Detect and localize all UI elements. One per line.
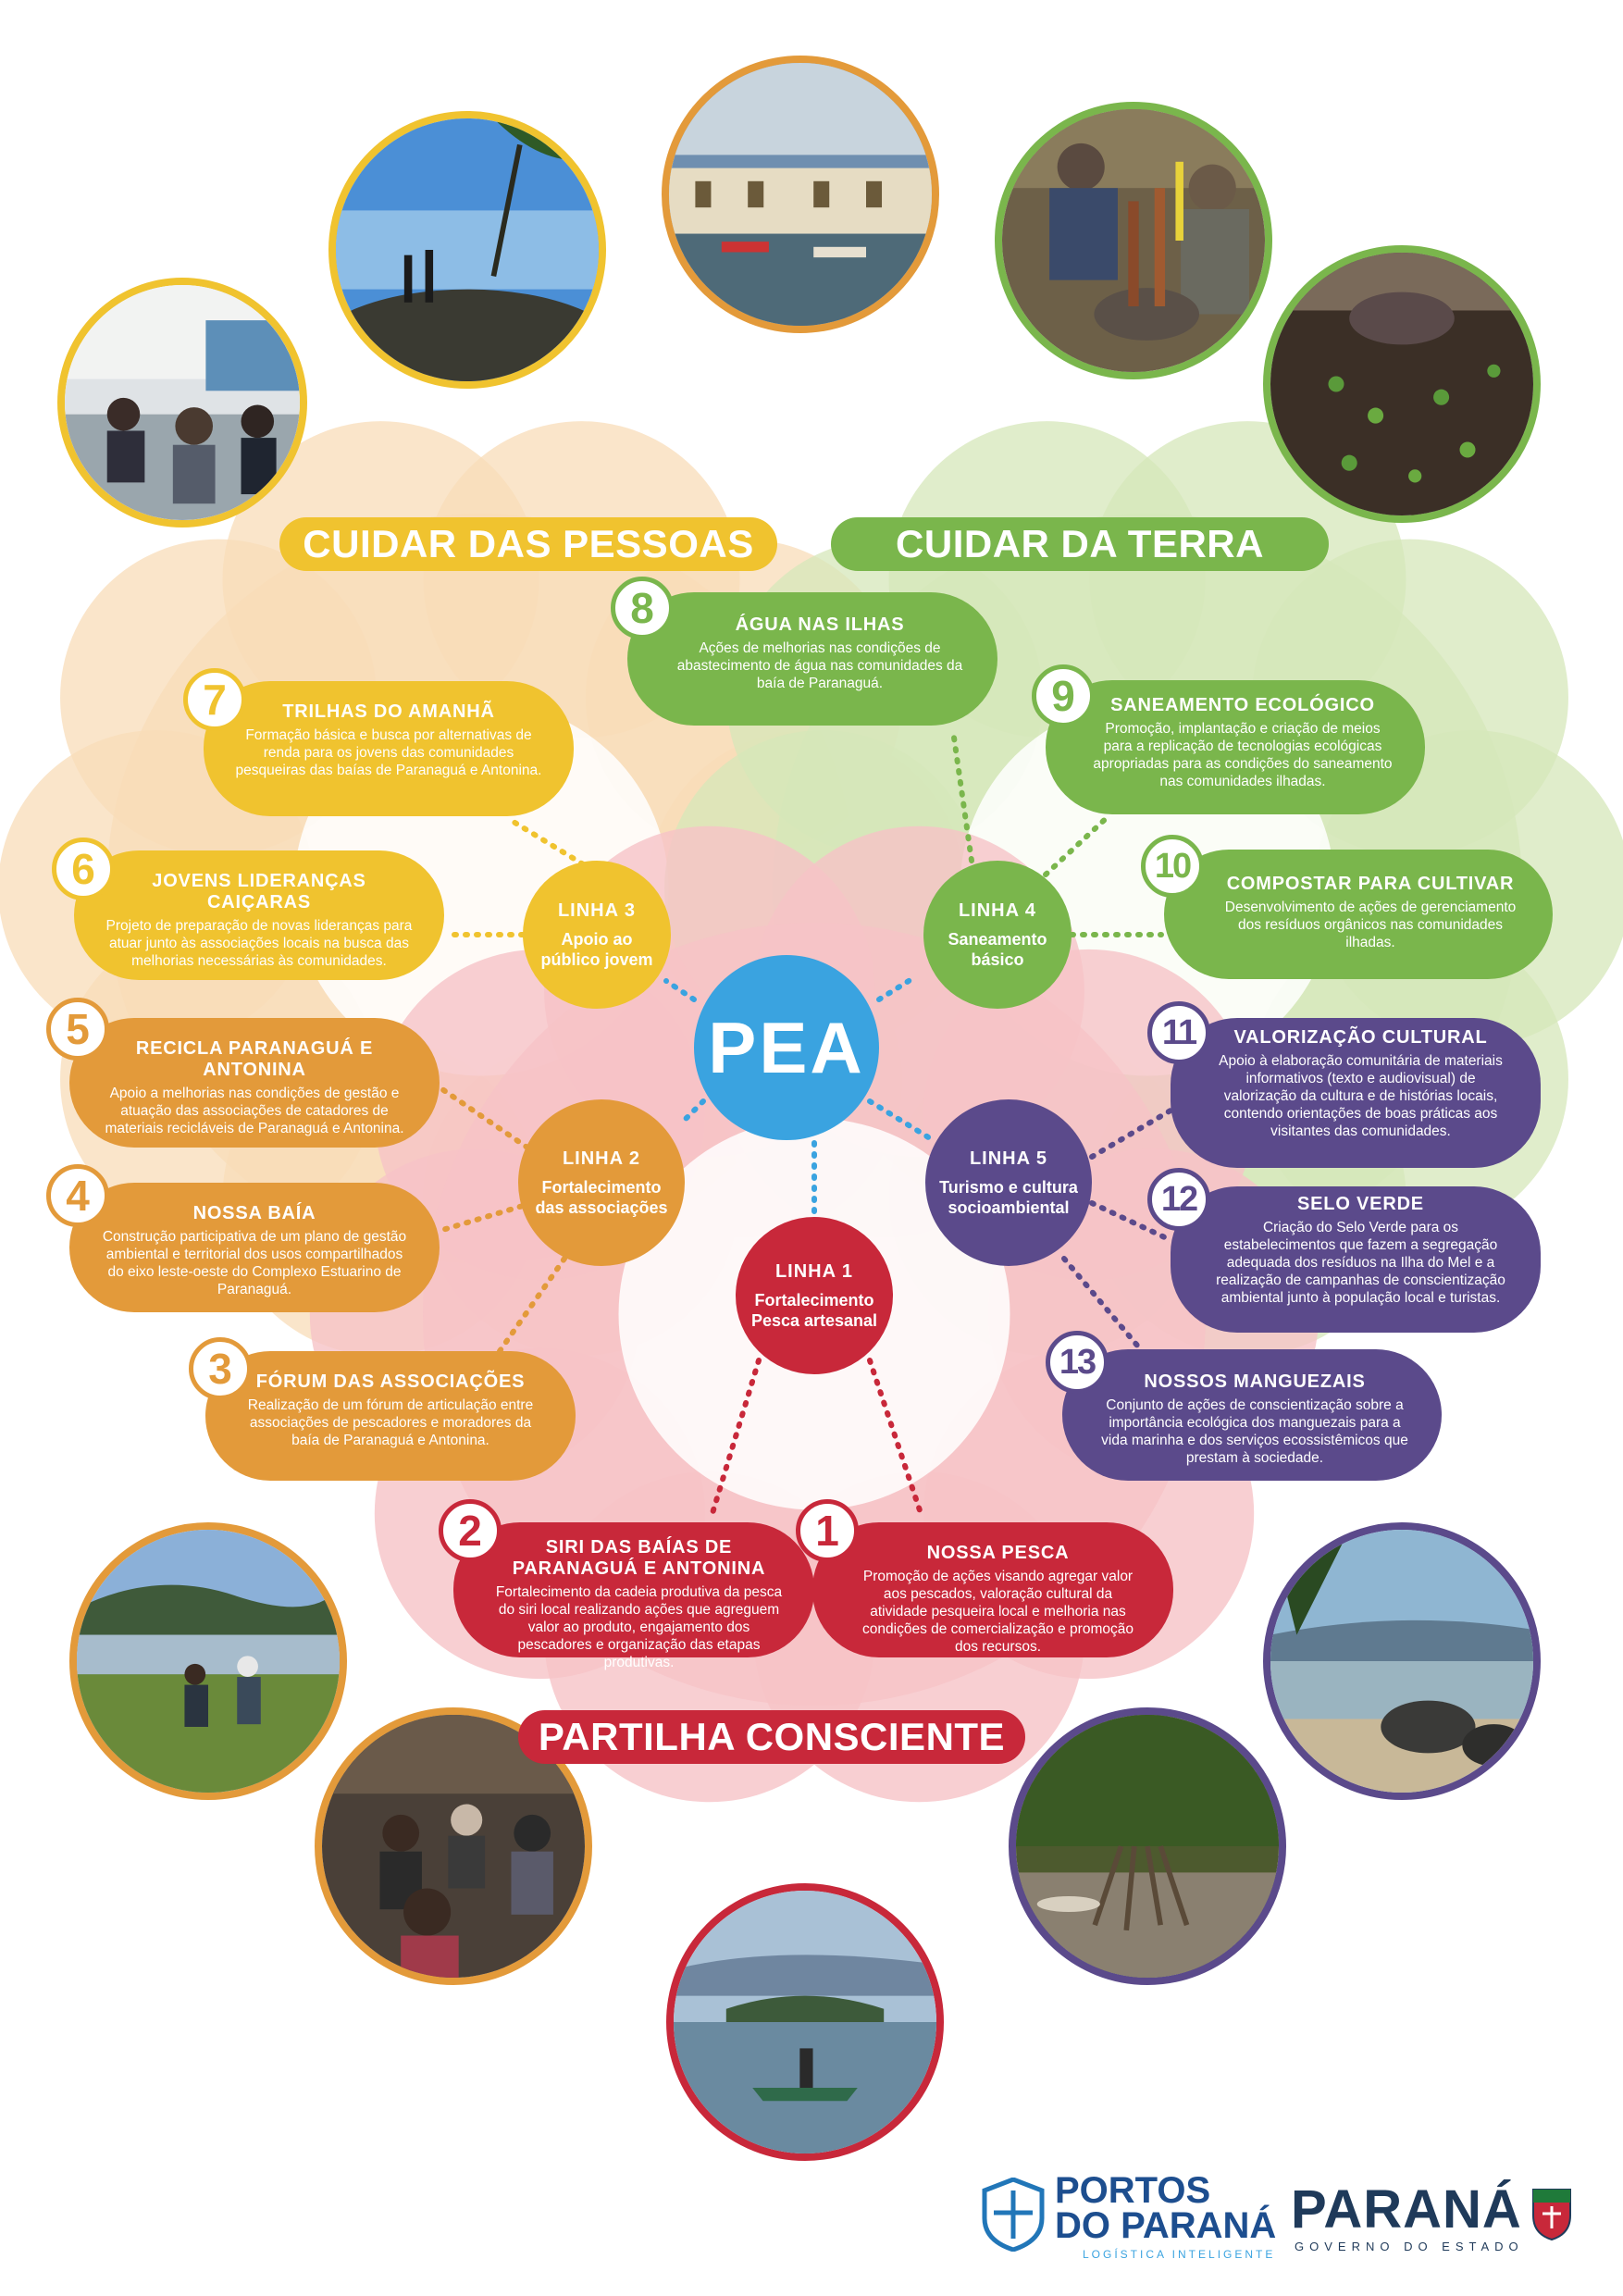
banner-cuidar-das-pessoas: CUIDAR DAS PESSOAS bbox=[279, 517, 777, 571]
project-description: Promoção, implantação e criação de meios para a replicação de tecnologias ecológicas apropriadas para as condições do saneamento nas comunidades ilhadas. bbox=[1093, 721, 1393, 789]
shield-icon bbox=[981, 2178, 1046, 2252]
project-4-nossa-baia bbox=[69, 1183, 440, 1312]
banner-cuidar-da-terra: CUIDAR DA TERRA bbox=[831, 517, 1329, 571]
hub-subtitle: Fortalecimento Pesca artesanal bbox=[750, 1290, 878, 1330]
project-description: Criação do Selo Verde para os estabelecimentos que fazem a segregação adequada dos resíduos na Ilha do Mel e a realização de campanhas de conscientização ambiental junto à população local e turistas. bbox=[1216, 1220, 1505, 1306]
hub-title: LINHA 3 bbox=[557, 900, 637, 921]
number-badge-5: 5 bbox=[46, 998, 109, 1061]
photo-fisherman-canoe bbox=[666, 1883, 944, 2161]
number-badge-8: 8 bbox=[611, 577, 674, 639]
project-title: SIRI DAS BAÍAS DE PARANAGUÁ E ANTONINA bbox=[512, 1537, 766, 1579]
hub-linha-2 bbox=[518, 1099, 685, 1266]
project-description: Fortalecimento da cadeia produtiva da pesca do siri local realizando ações que agreguem valor ao produto, engajamento dos pescadores e organização das etapas produtivas. bbox=[495, 1584, 783, 1670]
project-description: Desenvolvimento de ações de gerenciamento dos resíduos orgânicos nas comunidades ilhadas. bbox=[1224, 900, 1517, 950]
logo-portos-do-parana bbox=[981, 2170, 1277, 2263]
portos-line1: PORTOS bbox=[1055, 2170, 1211, 2211]
project-title: SANEAMENTO ECOLÓGICO bbox=[1110, 695, 1375, 715]
coat-of-arms-icon bbox=[1530, 2184, 1574, 2241]
number-badge-4: 4 bbox=[46, 1164, 109, 1227]
project-description: Promoção de ações visando agregar valor aos pescados, valoração cultural da atividade pesqueira local e melhoria nas condições de comercialização e promoção dos recursos. bbox=[862, 1569, 1134, 1655]
hub-linha-3 bbox=[523, 861, 671, 1009]
project-title: SELO VERDE bbox=[1297, 1194, 1424, 1214]
hub-subtitle: Fortalecimento das associações bbox=[535, 1177, 668, 1217]
project-title: COMPOSTAR PARA CULTIVAR bbox=[1226, 874, 1515, 894]
project-5-recicla bbox=[69, 1018, 440, 1148]
project-6-jovens-liderancas bbox=[74, 850, 444, 980]
hub-title: LINHA 1 bbox=[774, 1260, 854, 1282]
parana-tagline: GOVERNO DO ESTADO bbox=[1295, 2240, 1524, 2253]
project-title: JOVENS LIDERANÇAS CAIÇARAS bbox=[152, 871, 366, 912]
project-title: FÓRUM DAS ASSOCIAÇÕES bbox=[255, 1371, 526, 1392]
photo-people-on-rock bbox=[328, 111, 606, 389]
project-title: ÁGUA NAS ILHAS bbox=[735, 614, 905, 635]
project-title: VALORIZAÇÃO CULTURAL bbox=[1233, 1027, 1488, 1048]
parana-wordmark: PARANÁ bbox=[1291, 2179, 1522, 2240]
number-badge-7: 7 bbox=[183, 668, 246, 731]
project-title: NOSSA PESCA bbox=[926, 1543, 1070, 1563]
project-1-nossa-pesca bbox=[812, 1522, 1173, 1657]
project-8-agua-nas-ilhas bbox=[627, 592, 997, 726]
logo-parana-governo bbox=[1291, 2175, 1578, 2267]
number-badge-6: 6 bbox=[52, 838, 115, 900]
project-description: Apoio à elaboração comunitária de materiais informativos (texto e audiovisual) de valorização da cultura e de histórias locais, contendo orientações de boas práticas aos visitantes das comunidades. bbox=[1219, 1053, 1503, 1139]
project-title: NOSSA BAÍA bbox=[192, 1203, 316, 1223]
project-11-valorizacao-cultural bbox=[1171, 1018, 1541, 1168]
photo-wetland-people bbox=[69, 1522, 347, 1800]
hub-subtitle: Turismo e cultura socioambiental bbox=[939, 1177, 1078, 1217]
project-description: Projeto de preparação de novas lideranças para atuar junto às associações locais na busca das melhorias necessárias às comunidades. bbox=[105, 918, 413, 969]
project-9-saneamento-ecologico bbox=[1046, 680, 1425, 814]
project-title: TRILHAS DO AMANHÃ bbox=[282, 701, 495, 722]
number-badge-11: 11 bbox=[1147, 1001, 1210, 1064]
banner-partilha-consciente: PARTILHA CONSCIENTE bbox=[518, 1710, 1025, 1764]
project-description: Conjunto de ações de conscientização sobre a importância ecológica dos manguezais para a vida marinha e dos serviços ecossistêmicos que prestam à sociedade. bbox=[1101, 1397, 1408, 1466]
hub-subtitle: Saneamento básico bbox=[948, 929, 1047, 969]
photo-mangrove bbox=[1009, 1707, 1286, 1985]
project-description: Formação básica e busca por alternativas de renda para os jovens das comunidades pesqueiras das baías de Paranaguá e Antonina. bbox=[235, 727, 542, 778]
project-12-selo-verde bbox=[1171, 1186, 1541, 1333]
number-badge-12: 12 bbox=[1147, 1168, 1210, 1231]
hub-linha-5 bbox=[925, 1099, 1092, 1266]
hub-linha-1 bbox=[736, 1217, 893, 1374]
project-10-compostar bbox=[1164, 850, 1553, 979]
photo-classroom bbox=[57, 278, 307, 527]
project-7-trilhas-do-amanha bbox=[204, 681, 574, 816]
pea-center: PEA bbox=[694, 955, 879, 1140]
number-badge-10: 10 bbox=[1141, 835, 1204, 898]
project-description: Apoio a melhorias nas condições de gestão e atuação das associações de catadores de materiais recicláveis de Paranaguá e Antonina. bbox=[105, 1086, 404, 1136]
hub-subtitle: Apoio ao público jovem bbox=[540, 929, 653, 969]
photo-measuring-tube bbox=[995, 102, 1272, 379]
number-badge-1: 1 bbox=[796, 1499, 859, 1562]
project-3-forum bbox=[205, 1351, 576, 1481]
hub-linha-4 bbox=[923, 861, 1072, 1009]
project-13-nossos-manguezais bbox=[1062, 1349, 1442, 1481]
project-title: RECICLA PARANAGUÁ E ANTONINA bbox=[135, 1038, 374, 1080]
portos-line2: DO PARANÁ bbox=[1055, 2205, 1277, 2246]
number-badge-3: 3 bbox=[189, 1337, 252, 1400]
project-title: NOSSOS MANGUEZAIS bbox=[1144, 1371, 1366, 1392]
number-badge-13: 13 bbox=[1046, 1331, 1109, 1394]
project-2-siri bbox=[453, 1522, 814, 1670]
portos-tagline: LOGÍSTICA INTELIGENTE bbox=[1083, 2248, 1276, 2261]
photo-beach-rocks bbox=[1263, 1522, 1541, 1800]
hub-title: LINHA 4 bbox=[958, 900, 1037, 921]
hub-title: LINHA 2 bbox=[562, 1148, 641, 1169]
project-description: Ações de melhorias nas condições de abastecimento de água nas comunidades da baía de Paranaguá. bbox=[676, 640, 963, 691]
hub-title: LINHA 5 bbox=[969, 1148, 1048, 1169]
number-badge-2: 2 bbox=[439, 1499, 502, 1562]
photo-waterfront-town bbox=[662, 56, 939, 333]
photo-compost-soil bbox=[1263, 245, 1541, 523]
project-description: Construção participativa de um plano de gestão ambiental e territorial dos usos compartilhados do eixo leste-oeste do Complexo Estuarino de Paranaguá. bbox=[102, 1229, 407, 1297]
number-badge-9: 9 bbox=[1032, 664, 1095, 727]
project-description: Realização de um fórum de articulação entre associações de pescadores e moradores da baía de Paranaguá e Antonina. bbox=[247, 1397, 534, 1448]
